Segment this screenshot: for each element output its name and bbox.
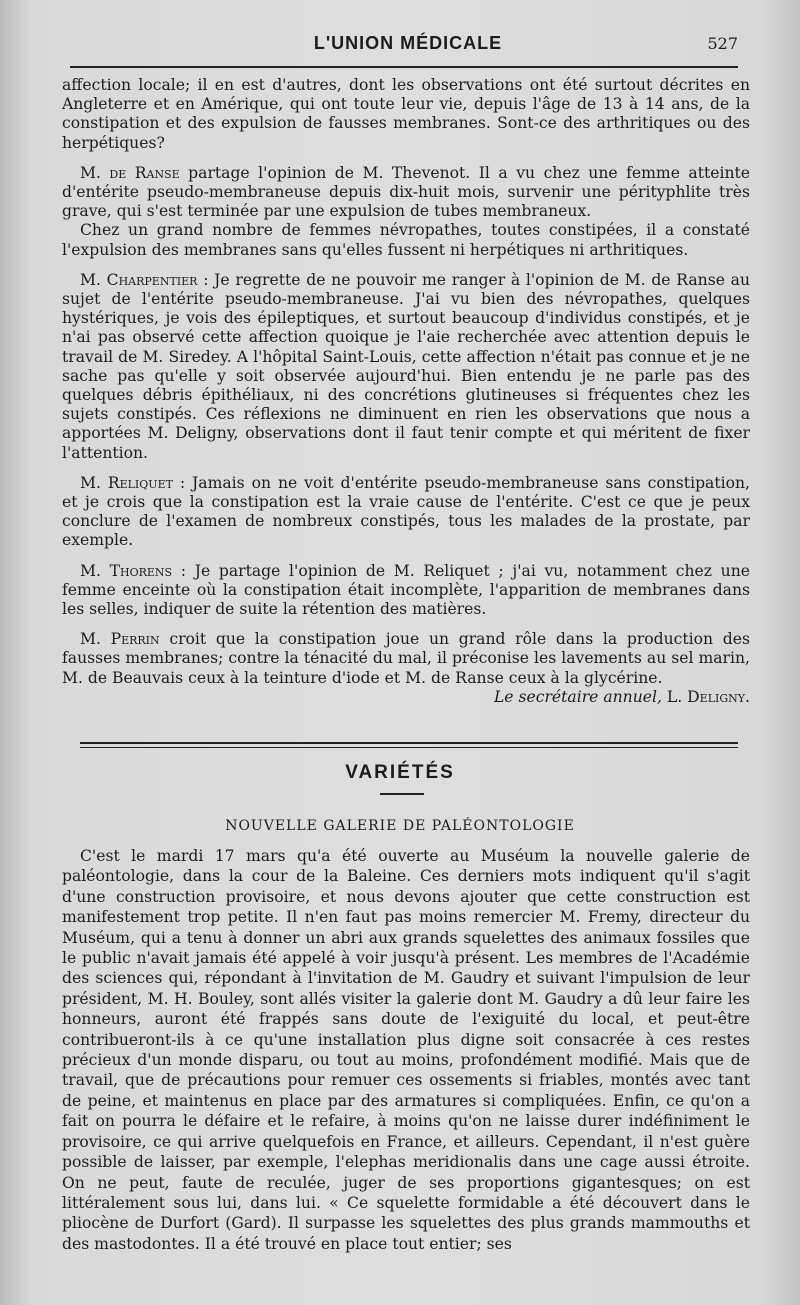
- paragraph-text: : Je partage l'opinion de M. Reliquet ; j'ai vu, notamment chez une femme enceinte où la constipation était incomplète, l'apparition de membranes dans les selles, indiquer de suite la rétention des matières.: [62, 561, 750, 619]
- speaker-name: M. Charpentier: [80, 270, 198, 289]
- paragraph: [62, 630, 750, 688]
- paragraph-text: : Jamais on ne voit d'entérite pseudo-membraneuse sans constipation, et je crois que la constipation est la vraie cause de l'entérite. C'est ce que je peux conclure de l'examen de nombreux constipés, tous les malades de la prostate, par exemple.: [62, 473, 750, 550]
- paragraph: [62, 271, 750, 463]
- paragraph: [62, 221, 750, 259]
- paragraph-text: croit que la constipation joue un grand rôle dans la production des fausses membranes; contre la ténacité du mal, il préconise les lavements au sel marin, M. de Beauvais ceux à la teinture d'iode et M. de Ranse ceux à la glycérine.: [62, 630, 750, 687]
- paragraph: [62, 562, 750, 620]
- paragraph: [62, 164, 750, 222]
- discussion-text: [62, 76, 750, 707]
- title-underline: [380, 793, 424, 795]
- journal-title: L'UNION MÉDICALE: [313, 33, 503, 53]
- paragraph-text: affection locale; il en est d'autres, dont les observations ont été surtout décrites en Angleterre et en Amérique, qui ont toute leur vie, depuis l'âge de 13 à 14 ans, de la constipation et des expulsion de fausses membranes. Sont-ce des arthritiques ou des herpétiques?: [62, 76, 750, 152]
- section-divider: [80, 742, 738, 748]
- paragraph-text: : Je regrette de ne pouvoir me ranger à l'opinion de M. de Ranse au sujet de l'entérite pseudo-membraneuse. J'ai vu bien des névropathes, quelques hystériques, je vois des épileptiques, et surtout beaucoup d'individus constipés, et je n'ai pas observé cette affection quoique je l'aie recherchée avec attention depuis le travail de M. Siredey. A l'hôpital Saint-Louis, cette affection n'était pas connue et je ne sache pas qu'elle y soit observée aujourd'hui. Bien entendu je ne parle pas des quelques débris épithéliaux, ni des concrétions glutineuses si fréquentes chez les sujets constipés. Ces réflexions ne diminuent en rien les observations que nous a apportées M. Deligny, observations dont il faut tenir compte et qui méritent de fixer l'attention.: [62, 270, 751, 462]
- paragraph: [62, 474, 750, 551]
- section-title: VARIÉTÉS: [345, 762, 455, 783]
- paragraph: C'est le mardi 17 mars qu'a été ouverte au Muséum la nouvelle galerie de paléontologie, dans la cour de la Baleine. Ces derniers mots indiquent qu'il s'agit d'une construction provisoire, et nous devons ajouter que cette construction est manifestement trop petite. Il n'en faut pas moins remercier M. Fremy, directeur du Muséum, qui a tenu à donner un abri aux grands squelettes des animaux fossiles que le public n'avait jamais été appelé à voir jusqu'à présent. Les membres de l'Académie des sciences qui, répondant à l'invitation de M. Gaudry et suivant l'impulsion de leur président, M. H. Bouley, sont allés visiter la galerie dont M. Gaudry a dû leur faire les honneurs, auront été frappés sans doute de l'exiguité du local, et peut-être contribueront-ils à ce qu'une installation plus digne soit consacrée à ces restes précieux d'un monde disparu, ou tout au moins, profondément modifié. Mais que de travail, que de précautions pour remuer ces ossements si friables, montés avec tant de peine, et maintenus en place par des armatures si compliquées. Enfin, ce qu'on a fait on pourra le défaire et le refaire, à moins qu'on ne laisse durer indéfiniment le provisoire, ce qui arrive quelquefois en France, et ailleurs. Cependant, il n'est guère possible de laisser, par exemple, l'elephas meridionalis dans une cage aussi étroite. On ne peut, faute de reculée, juger de ses proportions gigantesques; on est littéralement sous lui, dans lui. « Ce squelette formidable a été découvert dans le pliocène de Durfort (Gard). Il surpasse les squelettes des plus grands mammouths et des mastodontes. Il a été trouvé en place tout entier; ses: [62, 847, 750, 1253]
- page-number: 527: [707, 34, 738, 53]
- signature-role: Le secrétaire annuel,: [493, 687, 662, 706]
- speaker-name: M. Perrin: [80, 630, 160, 649]
- paragraph: [62, 76, 750, 153]
- signature: [62, 688, 750, 707]
- speaker-name: M. de Ranse: [80, 163, 180, 182]
- article-title: NOUVELLE GALERIE DE PALÉONTOLOGIE: [225, 818, 575, 834]
- speaker-name: M. Thorens: [80, 561, 173, 580]
- paragraph-text: partage l'opinion de M. Thevenot. Il a vu chez une femme atteinte d'entérite pseudo-membraneuse depuis dix-huit mois, survenir une pérityphlite très grave, qui s'est terminée par une expulsion de tubes membraneux.: [62, 163, 751, 221]
- article-text: [62, 846, 750, 1254]
- paragraph-text: Chez un grand nombre de femmes névropathes, toutes constipées, il a constaté l'expulsion des membranes sans qu'elles fussent ni herpétiques ni arthritiques.: [62, 221, 750, 259]
- running-header: [78, 33, 738, 59]
- header-rule: [70, 66, 738, 68]
- signature-name: L. Deligny.: [666, 687, 750, 706]
- speaker-name: M. Reliquet: [80, 473, 173, 492]
